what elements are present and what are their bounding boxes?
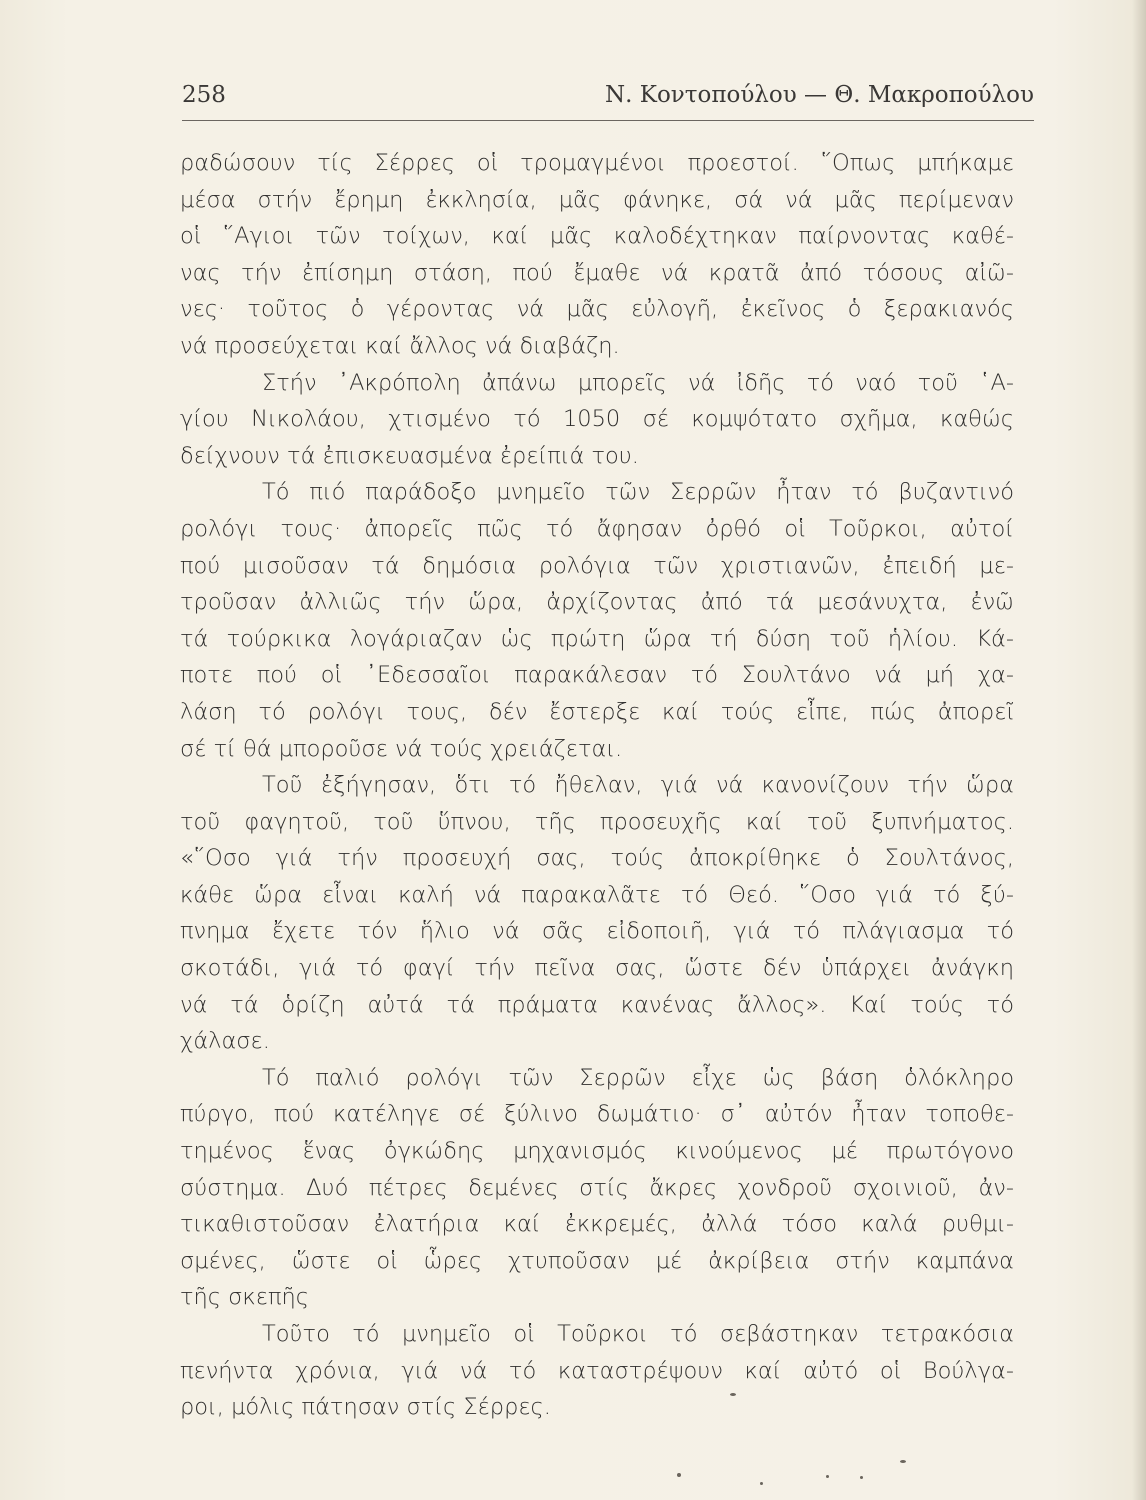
text-line: γίου Νικολάου, χτισμένο τό 1050 σέ κομψότατο σχῆμα, καθώς: [180, 406, 1014, 433]
text-line: τῆς σκεπῆς: [180, 1284, 309, 1311]
text-line: Τό πιό παράδοξο μνημεῖο τῶν Σερρῶν ἦταν τό βυζαντινό: [262, 479, 1014, 506]
ink-speck: [900, 1460, 906, 1463]
text-line: μέσα στήν ἔρημη ἐκκλησία, μᾶς φάνηκε, σά νά μᾶς περίμεναν: [180, 186, 1014, 213]
text-line: Τοῦτο τό μνημεῖο οἱ Τοῦρκοι τό σεβάστηκαν τετρακόσια: [262, 1321, 1014, 1347]
text-line: ροι, μόλις πάτησαν στίς Σέρρες.: [180, 1394, 551, 1421]
text-line: πύργο, πού κατέληγε σέ ξύλινο δωμάτιο· σ᾿ αὐτόν ἦταν τοποθε-: [180, 1101, 1014, 1128]
text-line: ρολόγι τους· ἀπορεῖς πῶς τό ἄφησαν ὀρθό οἱ Τοῦρκοι, αὐτοί: [180, 515, 1014, 542]
text-line: σκοτάδι, γιά τό φαγί τήν πεῖνα σας, ὥστε δέν ὑπάρχει ἀνάγκη: [180, 955, 1014, 982]
text-line: πενήντα χρόνια, γιά νά τό καταστρέψουν καί αὐτό οἱ Βούλγα-: [180, 1357, 1014, 1384]
text-line: χάλασε.: [180, 1028, 270, 1055]
text-line: πού μισοῦσαν τά δημόσια ρολόγια τῶν χριστιανῶν, ἐπειδή με-: [180, 552, 1014, 579]
page-header: [182, 80, 1034, 121]
text-line: νας τήν ἐπίσημη στάση, πού ἔμαθε νά κρατᾶ ἀπό τόσους αἰῶ-: [180, 259, 1014, 286]
text-line: τικαθιστοῦσαν ἐλατήρια καί ἐκκρεμές, ἀλλά τόσο καλά ρυθμι-: [180, 1211, 1014, 1238]
text-line: δείχνουν τά ἐπισκευασμένα ἐρείπιά του.: [180, 442, 639, 469]
text-line: ποτε πού οἱ ᾿Εδεσσαῖοι παρακάλεσαν τό Σουλτάνο νά μή χα-: [180, 662, 1014, 689]
text-line: νά τά ὁρίζη αὐτά τά πράματα κανένας ἄλλος». Καί τούς τό: [180, 991, 1014, 1018]
text-line: νες· τοῦτος ὁ γέροντας νά μᾶς εὐλογῆ, ἐκεῖνος ὁ ξερακιανός: [180, 296, 1014, 323]
page-number: 258: [182, 82, 226, 108]
text-line: νά προσεύχεται καί ἄλλος νά διαβάζη.: [180, 332, 620, 359]
running-title: Ν. Κοντοπούλου — Θ. Μακροπούλου: [605, 82, 1034, 108]
text-line: τροῦσαν ἀλλιῶς τήν ὥρα, ἀρχίζοντας ἀπό τά μεσάνυχτα, ἐνῶ: [180, 589, 1014, 616]
text-line: λάση τό ρολόγι τους, δέν ἔστερξε καί τούς εἶπε, πώς ἀπορεῖ: [180, 698, 1014, 725]
text-line: τοῦ φαγητοῦ, τοῦ ὕπνου, τῆς προσευχῆς καί τοῦ ξυπνήματος.: [180, 808, 1014, 835]
text-line: Τοῦ ἐξήγησαν, ὅτι τό ἤθελαν, γιά νά κανονίζουν τήν ὥρα: [262, 772, 1014, 799]
body-text: [180, 145, 1014, 1426]
ink-speck: [677, 1473, 681, 1477]
text-line: «῞Οσο γιά τήν προσευχή σας, τούς ἀποκρίθηκε ὁ Σουλτάνος,: [180, 845, 1014, 872]
text-line: τημένος ἕνας ὀγκώδης μηχανισμός κινούμενος μέ πρωτόγονο: [180, 1138, 1014, 1165]
text-line: κάθε ὥρα εἶναι καλή νά παρακαλᾶτε τό Θεό. ῞Οσο γιά τό ξύ-: [180, 881, 1014, 908]
text-line: σέ τί θά μποροῦσε νά τούς χρειάζεται.: [180, 735, 623, 762]
ink-speck: [760, 1482, 763, 1485]
ink-speck: [826, 1475, 829, 1478]
text-line: πνημα ἔχετε τόν ἥλιο νά σᾶς εἰδοποιῆ, γιά τό πλάγιασμα τό: [180, 918, 1014, 945]
ink-speck: [860, 1476, 863, 1479]
text-line: Στήν ᾿Ακρόπολη ἀπάνω μπορεῖς νά ἰδῆς τό ναό τοῦ ῾Α-: [262, 369, 1014, 396]
text-line: Τό παλιό ρολόγι τῶν Σερρῶν εἶχε ὡς βάση ὁλόκληρο: [262, 1064, 1014, 1091]
text-line: τά τούρκικα λογάριαζαν ὡς πρώτη ὥρα τή δύση τοῦ ἡλίου. Κά-: [180, 625, 1014, 652]
page-edge-shadow: [1132, 0, 1146, 1500]
text-line: ραδώσουν τίς Σέρρες οἱ τρομαγμένοι προεστοί. ῞Οπως μπήκαμε: [180, 150, 1014, 176]
text-line: σμένες, ὥστε οἱ ὧρες χτυποῦσαν μέ ἀκρίβεια στήν καμπάνα: [180, 1247, 1014, 1274]
ink-speck: [730, 1393, 736, 1396]
text-line: οἱ ῞Αγιοι τῶν τοίχων, καί μᾶς καλοδέχτηκαν παίρνοντας καθέ-: [180, 223, 1014, 250]
text-line: σύστημα. Δυό πέτρες δεμένες στίς ἄκρες χονδροῦ σχοινιοῦ, ἀν-: [180, 1174, 1014, 1201]
